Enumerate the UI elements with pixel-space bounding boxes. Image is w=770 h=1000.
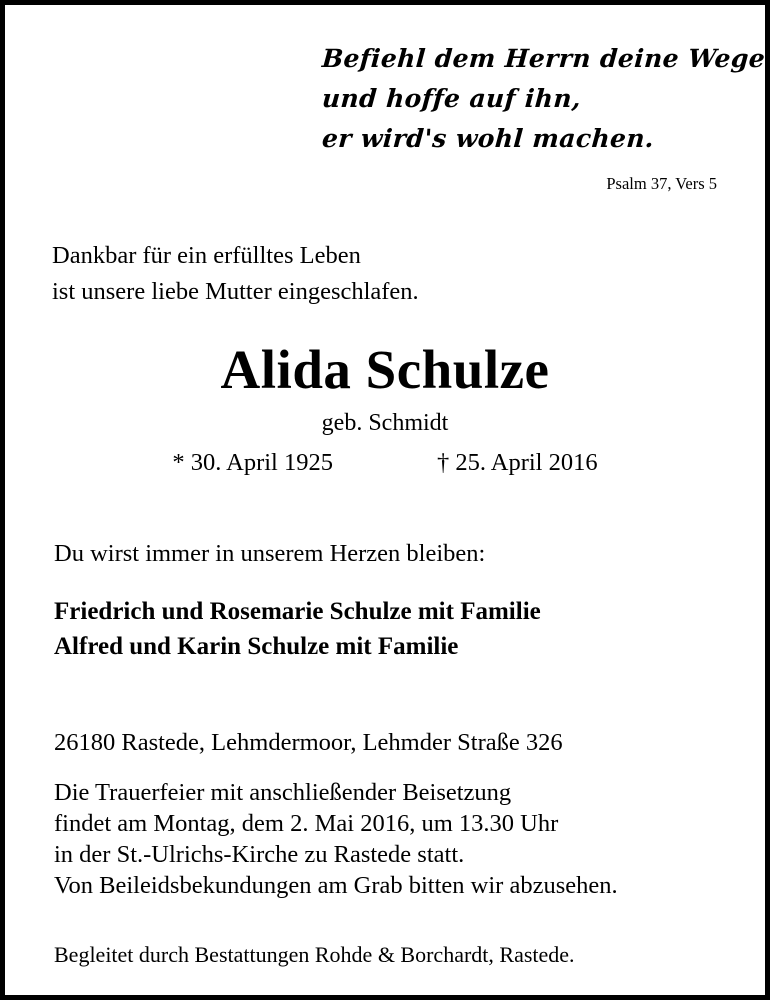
deceased-maiden-name: geb. Schmidt [321,410,449,436]
family-address: 26180 Rastede, Lehmdermoor, Lehmder Straße 326 [54,729,563,756]
birth-star-icon: * [172,449,185,476]
verse-line-3: er wird's wohl machen. [321,124,656,153]
service-line-4: Von Beileidsbekundungen am Grab bitten wir abzusehen. [54,872,618,899]
intro-text [52,238,419,310]
survivors-name-list [54,594,541,664]
service-line-3: in der St.-Ulrichs-Kirche zu Rastede statt. [54,841,465,868]
deceased-name: Alida Schulze [220,339,550,400]
intro-line-1: Dankbar für ein erfülltes Leben [52,242,361,269]
survivors-lead-text: Du wirst immer in unserem Herzen bleiben: [54,540,486,567]
birth-date: 30. April 1925 [190,449,333,476]
death-date-group [385,447,598,479]
funeral-home-credit: Begleitet durch Bestattungen Rohde & Borchardt, Rastede. [54,942,575,967]
death-cross-icon: † [437,449,450,476]
verse-line-2: und hoffe auf ihn, [321,84,583,113]
funeral-service-details [54,777,618,901]
life-dates-row [5,447,765,479]
death-date: 25. April 2016 [455,449,598,476]
birth-date-group [172,447,385,479]
survivor-line-1: Friedrich und Rosemarie Schulze mit Familie [54,598,541,625]
survivors-block [54,537,541,664]
verse-line-1: Befiehl dem Herrn deine Wege [321,44,767,73]
intro-line-2: ist unsere liebe Mutter eingeschlafen. [52,278,419,305]
scripture-verse-block [321,39,767,194]
survivor-line-2: Alfred und Karin Schulze mit Familie [54,633,459,660]
deceased-name-block [5,339,765,479]
service-line-1: Die Trauerfeier mit anschließender Beisetzung [54,779,512,806]
service-line-2: findet am Montag, dem 2. Mai 2016, um 13.30 Uhr [54,810,559,837]
verse-source-citation: Psalm 37, Vers 5 [606,174,717,193]
